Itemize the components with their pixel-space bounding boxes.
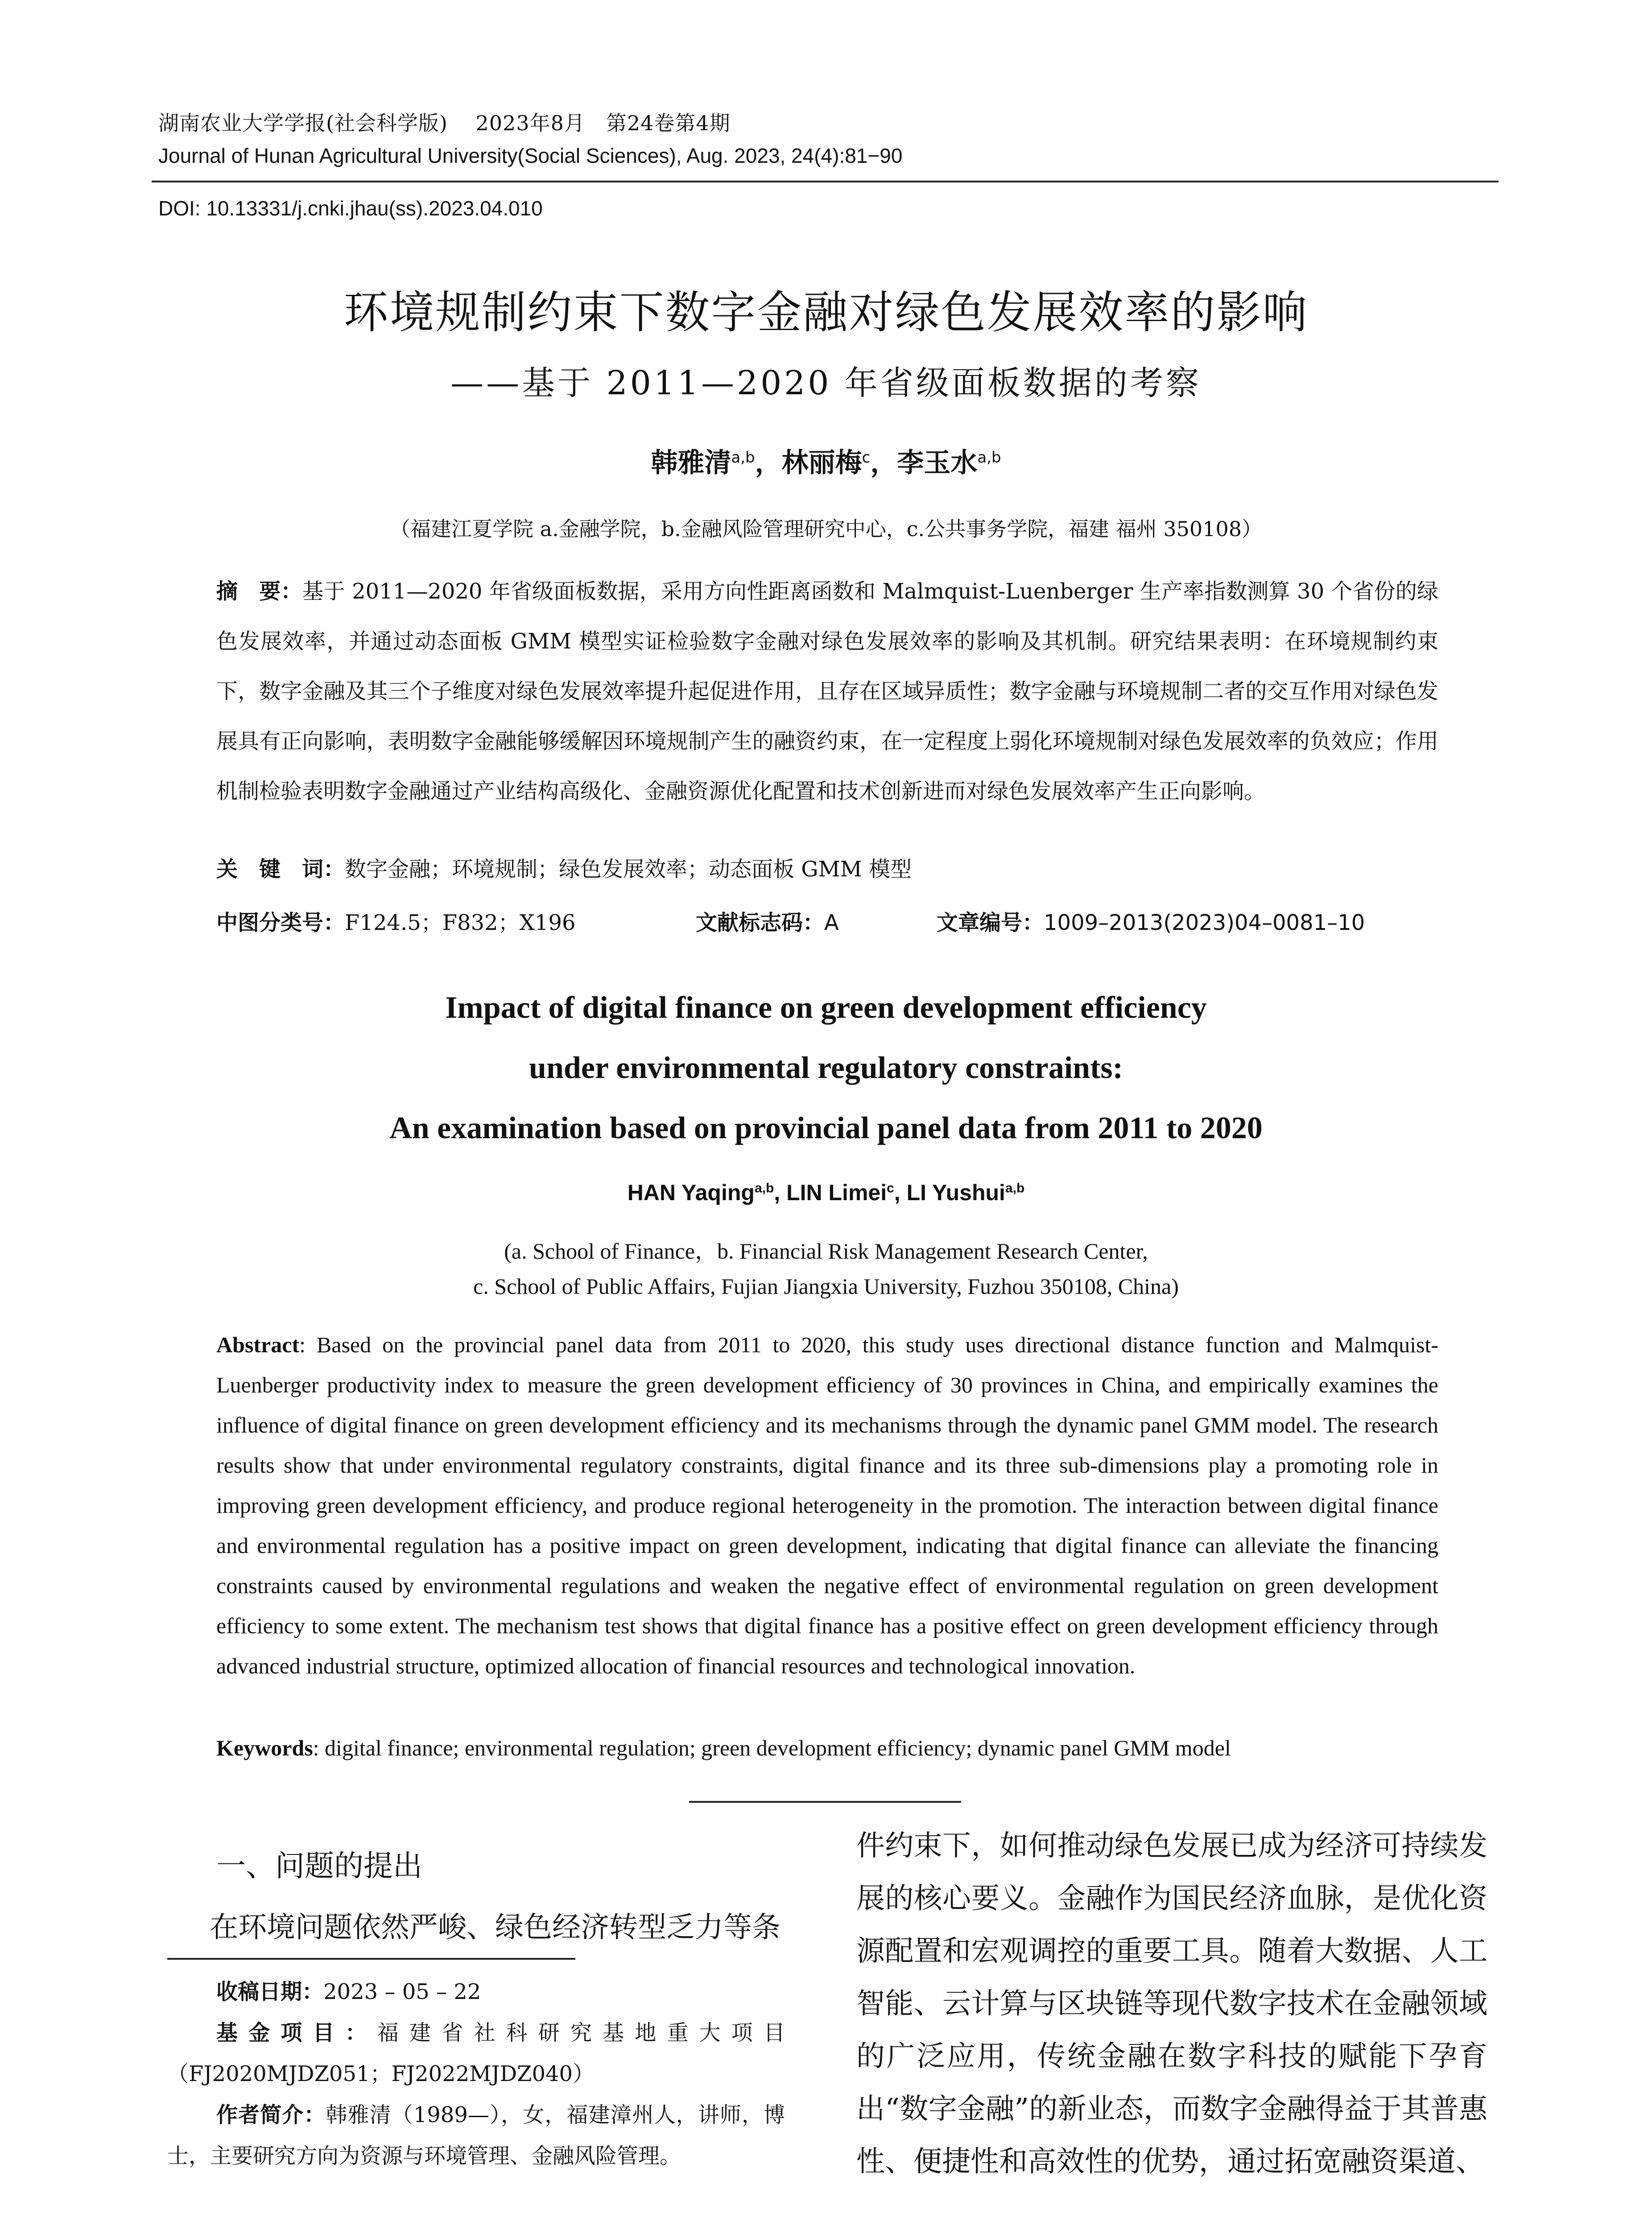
footnote-fund	[167, 2012, 785, 2094]
article-number-label: 文章编号：	[937, 910, 1044, 935]
doc-code-value: A	[824, 910, 839, 935]
journal-header-en: Journal of Hunan Agricultural University(Social Sciences), Aug. 2023, 24(4):81−90	[158, 144, 903, 167]
author-name: 李玉水	[897, 447, 978, 479]
section-heading: 一、问题的提出	[216, 1849, 422, 1883]
keywords-cn-label: 关 键 词：	[216, 857, 345, 882]
footnote-label: 基金项目：	[216, 2020, 377, 2045]
doi-line: DOI: 10.13331/j.cnki.jhau(ss).2023.04.010	[158, 197, 543, 220]
abstract-en	[216, 1325, 1438, 1686]
header-divider	[152, 181, 1499, 182]
keywords-en-label: Keywords	[216, 1735, 313, 1760]
clc-field	[216, 905, 575, 936]
footnote-divider	[167, 1958, 575, 1960]
footnote-value: 福建省社科研究基地重大项目（FJ2020MJDZ051；FJ2022MJDZ040）	[167, 2020, 785, 2086]
article-number-field	[937, 905, 1365, 936]
footnotes	[167, 1971, 785, 2176]
clc-value: F124.5；F832；X196	[345, 910, 576, 935]
abstract-en-label: Abstract	[216, 1332, 300, 1357]
authors-en	[0, 1180, 1652, 1206]
doc-code-label: 文献标志码：	[696, 910, 825, 935]
footnote-label: 收稿日期：	[216, 1979, 324, 2004]
abstract-cn-label: 摘 要：	[216, 579, 302, 604]
paper-title-en-line: under environmental regulatory constraints:	[529, 1051, 1123, 1085]
article-number-value: 1009–2013(2023)04–0081–10	[1044, 910, 1365, 935]
author-name: 林丽梅	[781, 447, 862, 479]
keywords-cn-text: 数字金融；环境规制；绿色发展效率；动态面板 GMM 模型	[345, 857, 912, 882]
paper-title-en-line: Impact of digital finance on green development efficiency	[445, 991, 1207, 1025]
author-separator: ，	[870, 447, 897, 479]
clc-label: 中图分类号：	[216, 910, 345, 935]
body-paragraph: 件约束下，如何推动绿色发展已成为经济可持续发展的核心要义。金融作为国民经济血脉，是优化资源配置和宏观调控的重要工具。随着大数据、人工智能、云计算与区块链等现代数字技术在金融领域的广泛应用，传统金融在数字科技的赋能下孕育出“数字金融”的新业态，而数字金融得益于其普惠性、便捷性和高效性的优势，通过拓宽融资渠道、	[856, 1829, 1487, 2178]
affiliation-en-line: c. School of Public Affairs, Fujian Jiangxia University, Fuzhou 350108, China)	[473, 1274, 1179, 1299]
doc-code-field	[696, 905, 839, 936]
footnote-value: 韩雅清（1989—），女，福建漳州人，讲师，博士，主要研究方向为资源与环境管理、金融风险管理。	[167, 2102, 785, 2168]
author-name-en: HAN Yaqing	[627, 1180, 755, 1205]
author-affil-sup: a,b	[1005, 1181, 1025, 1196]
author-name-en: , LI Yushui	[894, 1180, 1005, 1205]
authors-cn	[0, 442, 1652, 480]
author-affil-sup: c	[887, 1181, 894, 1196]
classification-row	[216, 905, 1438, 935]
author-name: 韩雅清	[651, 447, 731, 479]
author-name-en: , LIN Limei	[774, 1180, 887, 1205]
abstract-cn	[216, 566, 1438, 816]
paper-subtitle-cn: ——基于 2011—2020 年省级面板数据的考察	[450, 364, 1202, 402]
section-divider	[689, 1801, 961, 1803]
author-affil-sup: a,b	[731, 449, 755, 467]
author-separator: ，	[755, 447, 782, 479]
affiliation-en-line: (a. School of Finance，b. Financial Risk Management Research Center,	[504, 1239, 1148, 1264]
author-affil-sup: a,b	[977, 449, 1001, 467]
author-affil-sup: c	[862, 449, 871, 467]
footnote-author	[167, 2094, 785, 2176]
keywords-en	[216, 1735, 1438, 1761]
abstract-en-text: : Based on the provincial panel data from 2011 to 2020, this study uses directional distance function and Malmquist-Luenberger productivity index to measure the green development efficiency of 30 provinces in China, and empirically examines the influence of digital finance on green development efficiency and its mechanisms through the dynamic panel GMM model. The research results show that under environmental regulatory constraints, digital finance and its three sub-dimensions play a promoting role in improving green development efficiency, and produce regional heterogeneity in the promotion. The interaction between digital finance and environmental regulation has a positive impact on green development, indicating that digital finance can alleviate the financing constraints caused by environmental regulations and weaken the negative effect of environmental regulation on green development efficiency to some extent. The mechanism test shows that digital finance has a positive effect on green development efficiency through advanced industrial structure, optimized allocation of financial resources and technological innovation.	[216, 1332, 1438, 1678]
affiliation-cn: （福建江夏学院 a.金融学院，b.金融风险管理研究中心，c.公共事务学院，福建 福州 350108）	[390, 517, 1262, 541]
journal-header-cn: 湖南农业大学学报(社会科学版) 2023年8月 第24卷第4期	[158, 111, 731, 135]
abstract-cn-text: 基于 2011—2020 年省级面板数据，采用方向性距离函数和 Malmquist-Luenberger 生产率指数测算 30 个省份的绿色发展效率，并通过动态面板 GMM 模型实证检验数字金融对绿色发展效率的影响及其机制。研究结果表明：在环境规制约束下，数字金融及其三个子维度对绿色发展效率提升起促进作用，且存在区域异质性；数字金融与环境规制二者的交互作用对绿色发展具有正向影响，表明数字金融能够缓解因环境规制产生的融资约束，在一定程度上弱化环境规制对绿色发展效率的负效应；作用机制检验表明数字金融通过产业结构高级化、金融资源优化配置和技术创新进而对绿色发展效率产生正向影响。	[216, 579, 1438, 804]
keywords-cn	[216, 852, 1438, 883]
keywords-en-text: : digital finance; environmental regulation; green development efficiency; dynamic panel GMM model	[313, 1735, 1231, 1760]
footnote-label: 作者简介：	[216, 2102, 326, 2127]
paper-title-en-line: An examination based on provincial panel data from 2011 to 2020	[389, 1111, 1263, 1145]
body-column-right	[856, 1820, 1487, 2188]
body-paragraph-start: 在环境问题依然严峻、绿色经济转型乏力等条	[210, 1911, 781, 1944]
author-affil-sup: a,b	[754, 1181, 774, 1196]
footnote-received	[167, 1971, 785, 2012]
paper-title-cn: 环境规制约束下数字金融对绿色发展效率的影响	[343, 286, 1309, 339]
footnote-value: 2023 – 05 – 22	[323, 1979, 481, 2004]
